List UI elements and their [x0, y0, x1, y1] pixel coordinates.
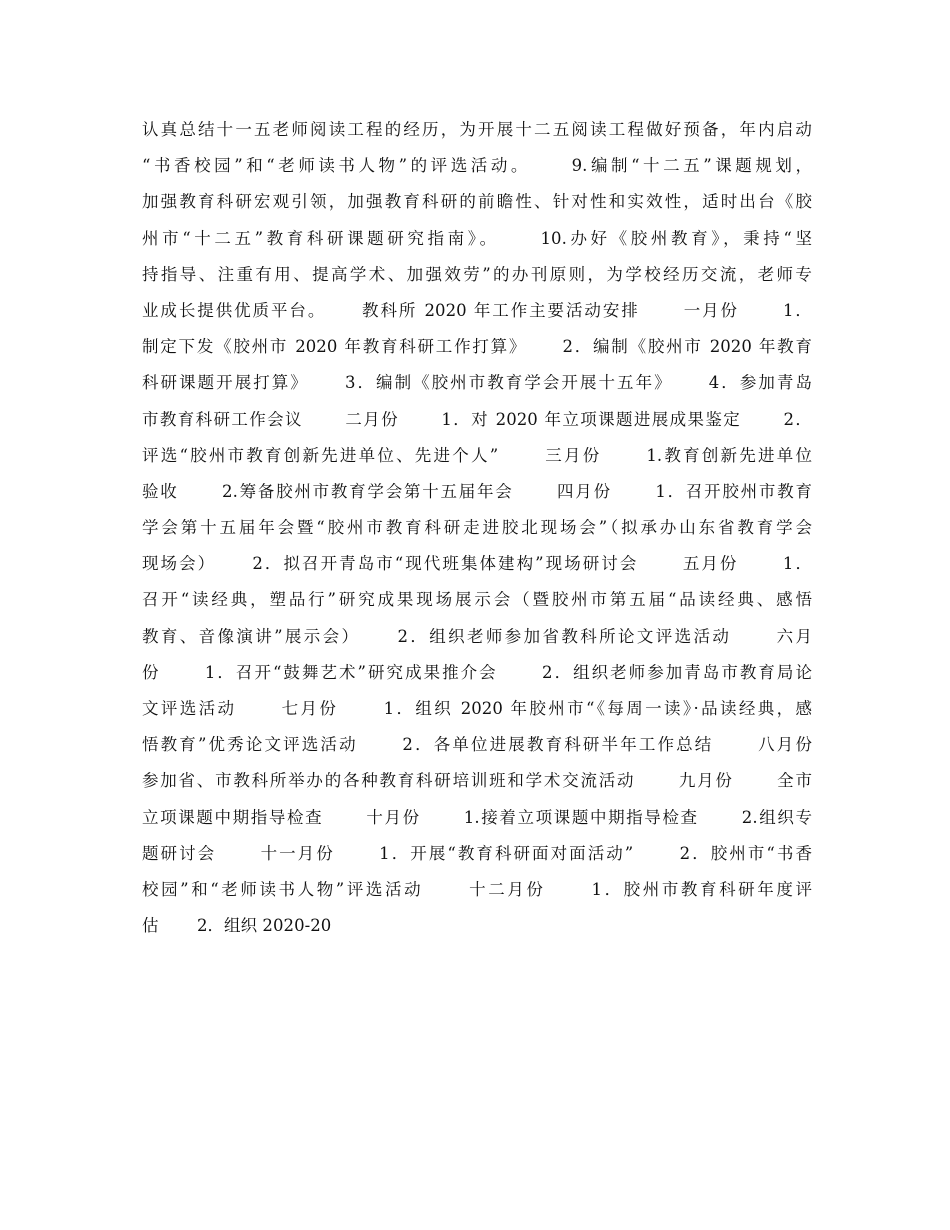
text-line: 估 2．组织 2020-20 [142, 916, 332, 936]
text-line: 加强教育科研宏观引领，加强教育科研的前瞻性、针对性和实效性，适时出台《胶 [142, 192, 812, 212]
text-line: 制定下发《胶州市 2020 年教育科研工作打算》 2．编制《胶州市 2020 年教育 [142, 337, 812, 357]
text-line: 教育、音像演讲”展示会） 2．组织老师参加省教科所论文评选活动 六月 [142, 626, 812, 646]
text-line: 份 1．召开“鼓舞艺术”研究成果推介会 2．组织老师参加青岛市教育局论 [142, 662, 812, 682]
text-line: 题研讨会 十一月份 1．开展“教育科研面对面活动” 2．胶州市“书香 [142, 843, 812, 863]
text-line: 悟教育”优秀论文评选活动 2．各单位进展教育科研半年工作总结 八月份 [142, 735, 812, 755]
text-line: 现场会） 2．拟召开青岛市“现代班集体建构”现场研讨会 五月份 1． [142, 554, 812, 574]
text-line: 学会第十五届年会暨“胶州市教育科研走进胶北现场会”（拟承办山东省教育学会 [142, 518, 812, 538]
text-line: 市教育科研工作会议 二月份 1．对 2020 年立项课题进展成果鉴定 2． [142, 409, 812, 429]
text-line: 州市“十二五”教育科研课题研究指南》。 10.办好《胶州教育》，秉持“坚 [142, 228, 812, 248]
text-line: 验收 2.筹备胶州市教育学会第十五届年会 四月份 1．召开胶州市教育 [142, 481, 812, 501]
text-line: 持指导、注重有用、提高学术、加强效劳”的办刊原则，为学校经历交流，老师专 [142, 264, 812, 284]
text-line: “书香校园”和“老师读书人物”的评选活动。 9.编制“十二五”课题规划， [142, 156, 812, 176]
text-line: 文评选活动 七月份 1．组织 2020 年胶州市“《每周一读》·品读经典，感 [142, 699, 812, 718]
body-text [142, 112, 812, 944]
text-line: 科研课题开展打算》 3．编制《胶州市教育学会开展十五年》 4．参加青岛 [142, 373, 812, 393]
text-line: 立项课题中期指导检查 十月份 1.接着立项课题中期指导检查 2.组织专 [142, 807, 812, 827]
text-line: 评选“胶州市教育创新先进单位、先进个人” 三月份 1.教育创新先进单位 [142, 445, 812, 465]
text-line: 认真总结十一五老师阅读工程的经历，为开展十二五阅读工程做好预备，年内启动 [142, 120, 812, 139]
text-line: 校园”和“老师读书人物”评选活动 十二月份 1．胶州市教育科研年度评 [142, 879, 812, 899]
text-line: 参加省、市教科所举办的各种教育科研培训班和学术交流活动 九月份 全市 [142, 771, 812, 791]
text-line: 召开“读经典，塑品行”研究成果现场展示会（暨胶州市第五届“品读经典、感悟 [142, 590, 812, 610]
text-line: 业成长提供优质平台。 教科所 2020 年工作主要活动安排 一月份 1． [142, 300, 812, 320]
